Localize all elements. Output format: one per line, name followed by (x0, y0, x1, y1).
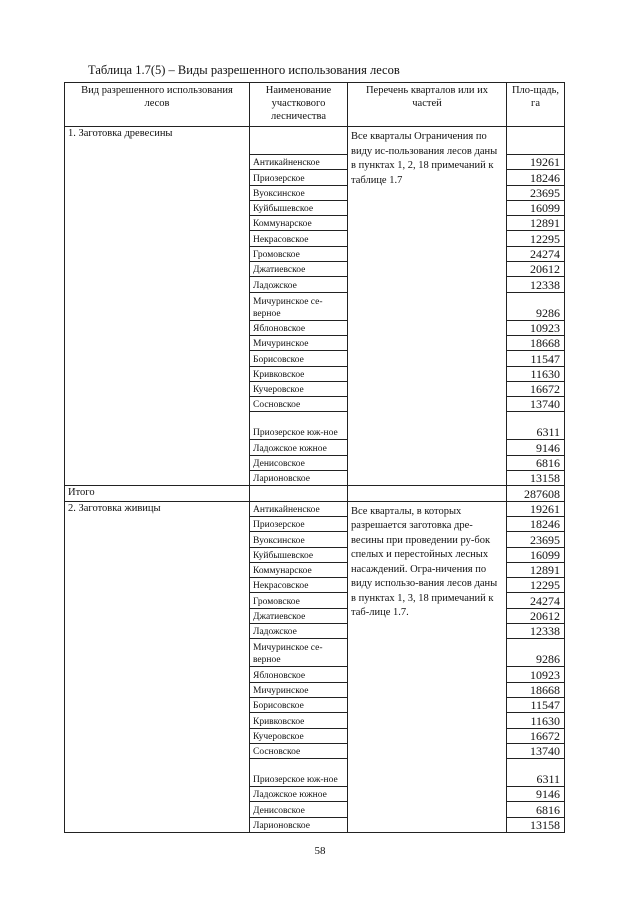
total-area: 287608 (507, 486, 565, 501)
area-value: 16099 (507, 200, 565, 215)
area-value: 19261 (507, 155, 565, 170)
area-value: 11547 (507, 697, 565, 712)
header-uch: Наименование участкового лесничества (250, 83, 348, 127)
area-value: 9286 (507, 292, 565, 320)
forestry-name: Борисовское (250, 351, 348, 366)
area-value: 10923 (507, 320, 565, 335)
forestry-name: Ладожское южное (250, 440, 348, 455)
area-value: 12338 (507, 624, 565, 639)
forestry-name: Кучеровское (250, 381, 348, 396)
forestry-name: Ларионовское (250, 817, 348, 832)
area-value: 20612 (507, 608, 565, 623)
forestry-name: Куйбышевское (250, 547, 348, 562)
area-value: 13740 (507, 397, 565, 412)
forestry-name: Приозерское юж-ное (250, 412, 348, 440)
forestry-name: Мичуринское се-верное (250, 639, 348, 667)
forestry-name: Кривковское (250, 366, 348, 381)
forestry-name: Джатиевское (250, 608, 348, 623)
forestry-name: Громовское (250, 593, 348, 608)
forestry-name: Мичуринское (250, 335, 348, 350)
area-value: 23695 (507, 185, 565, 200)
forestry-name: Мичуринское се-верное (250, 292, 348, 320)
forestry-name: Куйбышевское (250, 200, 348, 215)
forestry-name: Коммунарское (250, 216, 348, 231)
forestry-name: Вуоксинское (250, 185, 348, 200)
forestry-name: Коммунарское (250, 562, 348, 577)
area-value: 13158 (507, 817, 565, 832)
forestry-name: Приозерское юж-ное (250, 759, 348, 787)
area-value: 12891 (507, 562, 565, 577)
area-value: 12295 (507, 578, 565, 593)
area-value: 19261 (507, 501, 565, 516)
forestry-name: Джатиевское (250, 262, 348, 277)
area-value: 9286 (507, 639, 565, 667)
forestry-name: Ладожское (250, 624, 348, 639)
forestry-name: Громовское (250, 246, 348, 261)
area-value: 6816 (507, 802, 565, 817)
group-quarters: Все кварталы Ограничения по виду ис-пользования лесов даны в пунктах 1, 2, 18 примечаний к таблице 1.7 (348, 127, 507, 486)
area-value: 11547 (507, 351, 565, 366)
forestry-name: Денисовское (250, 802, 348, 817)
group-head-row (65, 127, 565, 155)
total-row (65, 486, 565, 501)
total-empty (250, 486, 348, 501)
forestry-name: Сосновское (250, 397, 348, 412)
header-vid: Вид разрешенного использования лесов (65, 83, 250, 127)
forestry-name: Борисовское (250, 697, 348, 712)
forestry-name: Приозерское (250, 516, 348, 531)
area-value: 16672 (507, 728, 565, 743)
header-kv: Перечень кварталов или их частей (348, 83, 507, 127)
page-number: 58 (314, 845, 326, 857)
forestry-name: Кривковское (250, 713, 348, 728)
forestry-name: Приозерское (250, 170, 348, 185)
area-value: 23695 (507, 532, 565, 547)
area-value: 9146 (507, 440, 565, 455)
area-value: 6816 (507, 455, 565, 470)
forestry-name: Ларионовское (250, 471, 348, 486)
area-value: 10923 (507, 667, 565, 682)
area-value: 9146 (507, 787, 565, 802)
uch-cell (250, 127, 348, 155)
area-value: 18246 (507, 170, 565, 185)
area-value: 13740 (507, 743, 565, 758)
forestry-name: Некрасовское (250, 231, 348, 246)
forestry-name: Некрасовское (250, 578, 348, 593)
area-value: 20612 (507, 262, 565, 277)
table-caption: Таблица 1.7(5) – Виды разрешенного использования лесов (88, 63, 400, 77)
area-value: 18668 (507, 335, 565, 350)
forestry-name: Антикайненское (250, 155, 348, 170)
area-value: 6311 (507, 759, 565, 787)
area-value: 6311 (507, 412, 565, 440)
group-vid: 1. Заготовка древесины (65, 127, 250, 486)
forestry-name: Ладожское (250, 277, 348, 292)
area-value: 16672 (507, 381, 565, 396)
area-value: 13158 (507, 471, 565, 486)
total-empty (348, 486, 507, 501)
area-value: 24274 (507, 246, 565, 261)
area-value: 11630 (507, 366, 565, 381)
forestry-name: Вуоксинское (250, 532, 348, 547)
area-value: 12295 (507, 231, 565, 246)
forest-use-table (64, 82, 565, 833)
forestry-name: Кучеровское (250, 728, 348, 743)
table-row (65, 501, 565, 516)
forestry-name: Сосновское (250, 743, 348, 758)
forestry-name: Антикайненское (250, 501, 348, 516)
area-value: 11630 (507, 713, 565, 728)
forestry-name: Яблоновское (250, 320, 348, 335)
forestry-name: Ладожское южное (250, 787, 348, 802)
area-value: 16099 (507, 547, 565, 562)
header-pl: Пло-щадь, га (507, 83, 565, 127)
forestry-name: Денисовское (250, 455, 348, 470)
area-value: 12338 (507, 277, 565, 292)
area-value: 18668 (507, 682, 565, 697)
area-value: 24274 (507, 593, 565, 608)
area-cell (507, 127, 565, 155)
area-value: 18246 (507, 516, 565, 531)
forestry-name: Яблоновское (250, 667, 348, 682)
group-quarters: Все кварталы, в которых разрешается заготовка дре-весины при проведении ру-бок спелых и перестойных лесных насаждений. Огра-ничения по виду использо-вания лесов даны в пунктах 1, 3, 18 примечаний к таб-лице 1.7. (348, 501, 507, 832)
header-row (65, 83, 565, 127)
forestry-name: Мичуринское (250, 682, 348, 697)
total-label: Итого (65, 486, 250, 501)
area-value: 12891 (507, 216, 565, 231)
group-vid: 2. Заготовка живицы (65, 501, 250, 832)
